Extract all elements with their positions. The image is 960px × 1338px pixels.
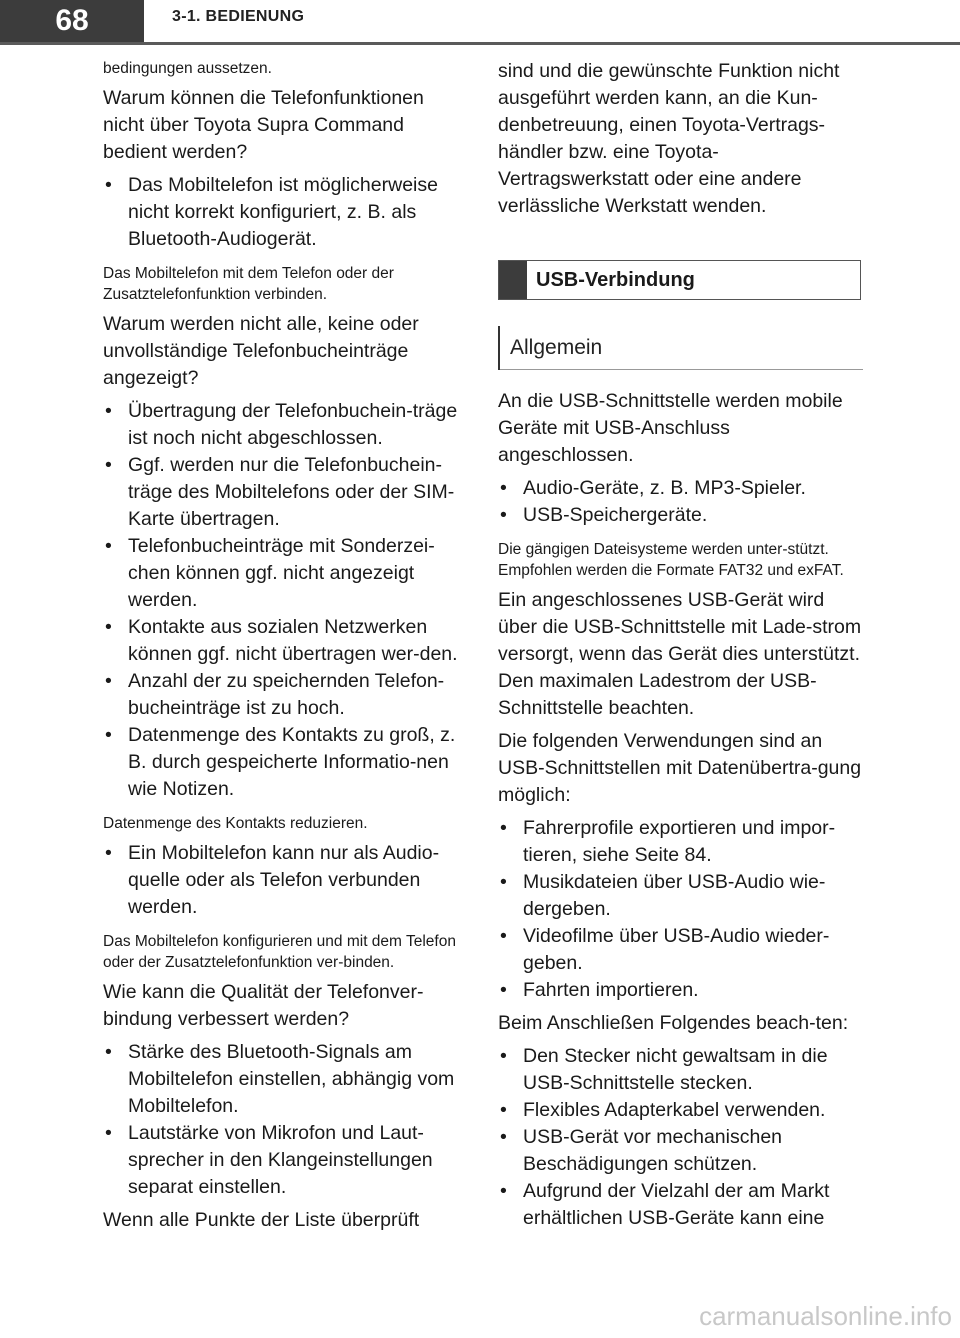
list-item [498,923,863,977]
list-item-text: Lautstärke von Mikrofon und Laut-sprecher in den Klangeinstellungen separat einstellen. [128,1122,433,1198]
list-item [103,533,463,614]
closing-text: Wenn alle Punkte der Liste überprüft [103,1209,420,1231]
list-item [498,1124,863,1178]
bullet-icon: • [500,1180,507,1202]
question-2-list [103,398,463,803]
question-2-list-2 [103,840,463,921]
list-item [103,614,463,668]
usb-heading-label: USB-Verbindung [536,269,695,291]
list-item-text: Fahrten importieren. [523,979,699,1001]
question-3-list [103,1039,463,1201]
bullet-icon: • [500,925,507,947]
list-item-text: Anzahl der zu speichernden Telefon-bucheinträge ist zu hoch. [128,670,445,719]
bullet-icon: • [500,1099,507,1121]
list-item-text: Stärke des Bluetooth-Signals am Mobiltelefon einstellen, abhängig vom Mobiltelefon. [128,1041,455,1117]
list-item [498,1097,863,1124]
question-2-fix-2: Das Mobiltelefon konfigurieren und mit dem Telefon oder der Zusatztelefonfunktion ver-binden. [103,933,456,971]
question-2-fix: Datenmenge des Kontakts reduzieren. [103,815,368,832]
list-item-text: Audio-Geräte, z. B. MP3-Spieler. [523,477,806,499]
bullet-icon: • [105,400,112,422]
list-item [498,869,863,923]
bullet-icon: • [500,817,507,839]
closing-continued: sind und die gewünschte Funktion nicht ausgeführt werden kann, an die Kun-denbetreuung, einen Toyota-Vertrags-händler bzw. eine Toyota-Vertragswerkstatt oder eine andere verlässliche Werkstatt wenden. [498,60,840,217]
bullet-icon: • [105,1122,112,1144]
intro-note: bedingungen aussetzen. [103,60,272,77]
page-number: 68 [0,0,144,42]
filesystem-note: Die gängigen Dateisysteme werden unter-stützt. Empfohlen werden die Formate FAT32 und exFAT. [498,541,844,579]
usb-heading [498,260,861,300]
usb-paragraph-1: An die USB-Schnittstelle werden mobile Geräte mit USB-Anschluss angeschlossen. [498,390,843,466]
bullet-icon: • [105,535,112,557]
question-1: Warum können die Telefonfunktionen nicht über Toyota Supra Command bedient werden? [103,87,424,163]
list-item [498,977,863,1004]
subheading-general: Allgemein [498,326,863,370]
list-item-text: Videofilme über USB-Audio wieder-geben. [523,925,830,974]
right-column [498,58,863,1238]
bullet-icon: • [500,504,507,526]
list-item [103,1120,463,1201]
bullet-icon: • [105,616,112,638]
list-item-text: Musikdateien über USB-Audio wie-dergeben. [523,871,826,920]
list-item-text: Datenmenge des Kontakts zu groß, z. B. durch gespeicherte Informatio-nen wie Notizen. [128,724,456,800]
bullet-icon: • [105,174,112,196]
usb-list-2 [498,815,863,1004]
list-item [103,1039,463,1120]
list-item-text: Flexibles Adapterkabel verwenden. [523,1099,826,1121]
list-item [103,668,463,722]
usb-paragraph-2: Ein angeschlossenes USB-Gerät wird über die USB-Schnittstelle mit Lade-strom versorgt, wenn das Gerät dies unterstützt. Den maximalen Ladestrom der USB-Schnittstelle beachten. [498,589,862,719]
question-1-fix: Das Mobiltelefon mit dem Telefon oder der Zusatztelefonfunktion verbinden. [103,265,394,303]
list-item [498,815,863,869]
header-rule [0,42,960,45]
list-item-text: USB-Gerät vor mechanischen Beschädigungen schützen. [523,1126,783,1175]
list-item [498,1178,863,1232]
question-3: Wie kann die Qualität der Telefonver-bindung verbessert werden? [103,981,424,1030]
list-item [103,172,463,253]
bullet-icon: • [500,1045,507,1067]
usb-paragraph-4: Beim Anschließen Folgendes beach-ten: [498,1012,849,1034]
bullet-icon: • [105,454,112,476]
list-item-text: Den Stecker nicht gewaltsam in die USB-Schnittstelle stecken. [523,1045,828,1094]
section-title: 3-1. BEDIENUNG [172,8,305,25]
list-item [103,722,463,803]
list-item-text: Aufgrund der Vielzahl der am Markt erhältlichen USB-Geräte kann eine [523,1180,830,1229]
bullet-icon: • [500,979,507,1001]
usb-paragraph-3: Die folgenden Verwendungen sind an USB-Schnittstellen mit Datenübertra-gung möglich: [498,730,862,806]
bullet-icon: • [105,1041,112,1063]
usb-list-1 [498,475,863,529]
list-item-text: Fahrerprofile exportieren und impor-tieren, siehe Seite 84. [523,817,836,866]
bullet-icon: • [500,871,507,893]
list-item [103,452,463,533]
bullet-icon: • [105,670,112,692]
list-item [498,502,863,529]
bullet-icon: • [105,842,112,864]
list-item-text: Telefonbucheinträge mit Sonderzei-chen können ggf. nicht angezeigt werden. [128,535,435,611]
list-item-text: USB-Speichergeräte. [523,504,708,526]
list-item-text: Kontakte aus sozialen Netzwerken können ggf. nicht übertragen wer-den. [128,616,458,665]
bullet-icon: • [105,724,112,746]
list-item [103,840,463,921]
list-item [498,1043,863,1097]
list-item [498,475,863,502]
bullet-icon: • [500,477,507,499]
usb-list-3 [498,1043,863,1232]
question-2: Warum werden nicht alle, keine oder unvollständige Telefonbucheinträge angezeigt? [103,313,419,389]
list-item-text: Übertragung der Telefonbuchein-träge ist noch nicht abgeschlossen. [128,400,458,449]
left-column [103,58,463,1240]
list-item-text: Ggf. werden nur die Telefonbuchein-träge des Mobiltelefons oder der SIM-Karte übertragen. [128,454,455,530]
watermark: carmanualsonline.info [699,1301,952,1331]
list-item [103,398,463,452]
list-item-text: Das Mobiltelefon ist möglicherweise nicht korrekt konfiguriert, z. B. als Bluetooth-Audiogerät. [128,174,438,250]
list-item-text: Ein Mobiltelefon kann nur als Audio-quelle oder als Telefon verbunden werden. [128,842,440,918]
bullet-icon: • [500,1126,507,1148]
question-1-list [103,172,463,253]
heading-bar [499,261,527,299]
